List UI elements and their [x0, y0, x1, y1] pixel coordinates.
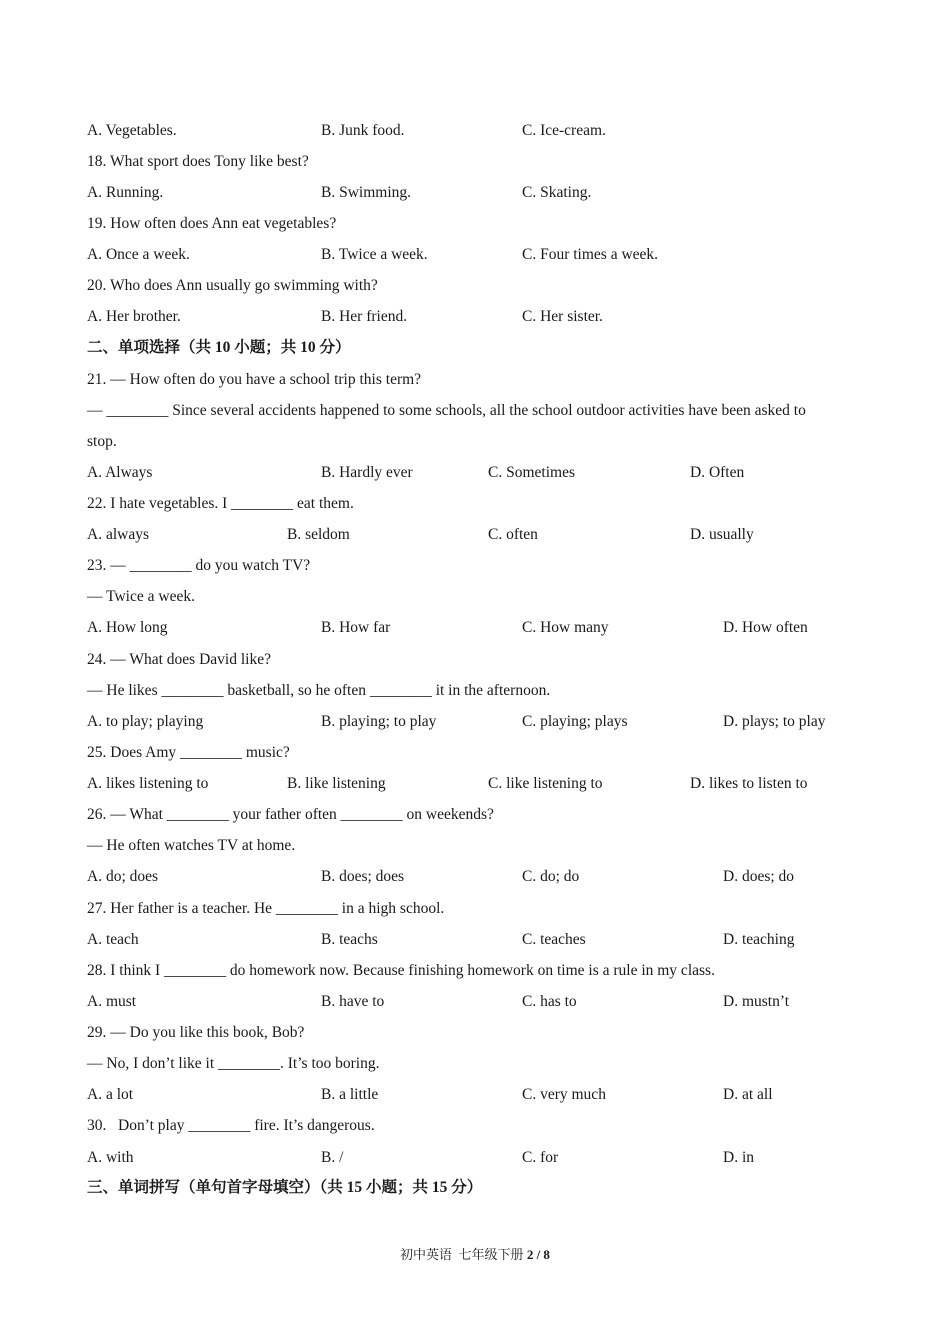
- option-c: C. Four times a week.: [522, 246, 659, 263]
- option-d: D. usually: [690, 526, 754, 543]
- question-stem: 20. Who does Ann usually go swimming with?: [87, 277, 378, 294]
- option-d: D. at all: [723, 1086, 773, 1103]
- option-a: A. a lot: [87, 1086, 134, 1103]
- option-b: B. playing; to play: [321, 713, 437, 730]
- option-b: B. like listening: [287, 775, 386, 792]
- question-line: — He likes ________ basketball, so he often ________ it in the afternoon.: [87, 682, 551, 699]
- option-a: A. Running.: [87, 184, 164, 201]
- option-b: B. a little: [321, 1086, 379, 1103]
- question-line: — No, I don’t like it ________. It’s too boring.: [87, 1055, 380, 1072]
- question-line: — ________ Since several accidents happened to some schools, all the school outdoor activities have been asked to: [87, 402, 806, 419]
- option-d: D. does; do: [723, 868, 795, 885]
- option-d: D. likes to listen to: [690, 775, 808, 792]
- option-b: B. Her friend.: [321, 308, 408, 325]
- footer-title: 初中英语 七年级下册: [400, 1247, 527, 1262]
- option-c: C. Her sister.: [522, 308, 603, 325]
- option-b: B. Twice a week.: [321, 246, 428, 263]
- question-stem: 30. Don’t play ________ fire. It’s dangerous.: [87, 1117, 375, 1134]
- question-stem: 23. — ________ do you watch TV?: [87, 557, 311, 574]
- question-line: — Twice a week.: [87, 588, 195, 605]
- question-stem: 27. Her father is a teacher. He ________ in a high school.: [87, 900, 445, 917]
- option-b: B. seldom: [287, 526, 350, 543]
- section-heading: 二、单项选择（共 10 小题；共 10 分）: [87, 339, 351, 356]
- option-a: A. always: [87, 526, 149, 543]
- question-stem: 21. — How often do you have a school trip this term?: [87, 371, 422, 388]
- option-a: A. to play; playing: [87, 713, 204, 730]
- option-b: B. Swimming.: [321, 184, 412, 201]
- page-number: 2 / 8: [526, 1247, 550, 1262]
- option-c: C. has to: [522, 993, 577, 1010]
- option-c: C. for: [522, 1149, 559, 1166]
- option-c: C. playing; plays: [522, 713, 628, 730]
- option-d: D. teaching: [723, 931, 795, 948]
- option-a: A. How long: [87, 619, 168, 636]
- question-stem: 26. — What ________ your father often ________ on weekends?: [87, 806, 494, 823]
- option-b: B. have to: [321, 993, 385, 1010]
- question-stem: 24. — What does David like?: [87, 651, 271, 668]
- section-heading: 三、单词拼写（单句首字母填空）（共 15 小题；共 15 分）: [87, 1179, 483, 1196]
- option-c: C. Skating.: [522, 184, 592, 201]
- option-a: A. must: [87, 993, 137, 1010]
- question-line: — He often watches TV at home.: [87, 837, 296, 854]
- option-d: D. How often: [723, 619, 808, 636]
- option-a: A. Always: [87, 464, 153, 481]
- question-stem: 29. — Do you like this book, Bob?: [87, 1024, 305, 1041]
- option-c: C. like listening to: [488, 775, 603, 792]
- question-stem: 22. I hate vegetables. I ________ eat them.: [87, 495, 354, 512]
- option-d: D. plays; to play: [723, 713, 826, 730]
- page-footer: [0, 1246, 950, 1264]
- question-stem: 19. How often does Ann eat vegetables?: [87, 215, 337, 232]
- option-c: C. teaches: [522, 931, 586, 948]
- option-c: C. very much: [522, 1086, 606, 1103]
- option-a: A. with: [87, 1149, 134, 1166]
- option-b: B. Junk food.: [321, 122, 405, 139]
- option-a: A. teach: [87, 931, 139, 948]
- option-a: A. Vegetables.: [87, 122, 177, 139]
- option-c: C. often: [488, 526, 538, 543]
- option-b: B. Hardly ever: [321, 464, 413, 481]
- question-stem: 25. Does Amy ________ music?: [87, 744, 290, 761]
- option-b: B. /: [321, 1149, 344, 1166]
- question-stem: 18. What sport does Tony like best?: [87, 153, 309, 170]
- option-a: A. do; does: [87, 868, 159, 885]
- option-d: D. in: [723, 1149, 754, 1166]
- option-a: A. Once a week.: [87, 246, 190, 263]
- option-c: C. Ice-cream.: [522, 122, 606, 139]
- option-b: B. How far: [321, 619, 391, 636]
- question-line: stop.: [87, 433, 117, 450]
- option-a: A. likes listening to: [87, 775, 209, 792]
- option-d: D. Often: [690, 464, 745, 481]
- option-c: C. How many: [522, 619, 609, 636]
- option-c: C. Sometimes: [488, 464, 575, 481]
- question-stem: 28. I think I ________ do homework now. Because finishing homework on time is a rule in my class.: [87, 962, 715, 979]
- option-b: B. teachs: [321, 931, 378, 948]
- option-c: C. do; do: [522, 868, 580, 885]
- option-a: A. Her brother.: [87, 308, 181, 325]
- option-b: B. does; does: [321, 868, 405, 885]
- option-d: D. mustn’t: [723, 993, 790, 1010]
